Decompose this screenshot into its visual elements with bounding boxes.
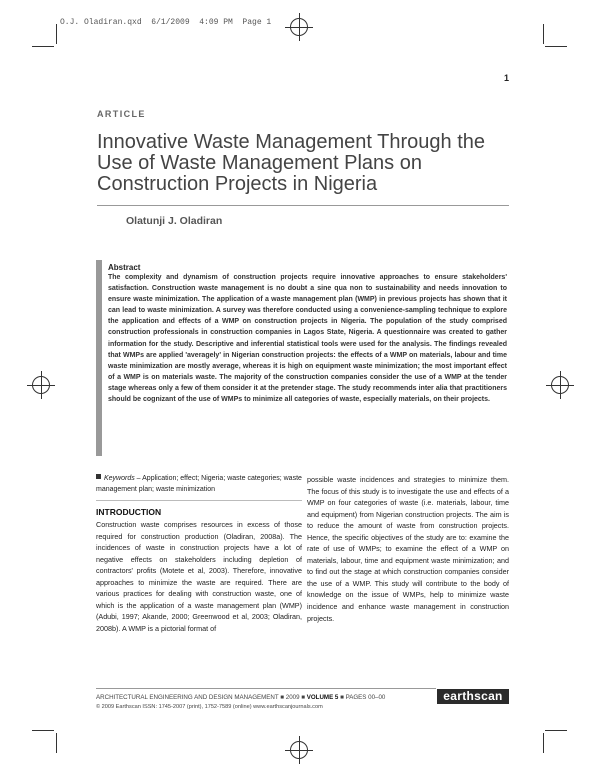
journal-footer: ARCHITECTURAL ENGINEERING AND DESIGN MANAGEMENT ■ 2009 ■ VOLUME 5 ■ PAGES 00–00 xyxy=(96,694,386,701)
crop-mark xyxy=(545,730,567,731)
crop-mark xyxy=(545,46,567,47)
footer-rule xyxy=(96,688,436,689)
registration-mark-icon xyxy=(551,376,569,394)
body-text-left-column: Construction waste comprises resources in excess of those required for construction production (Oladiran, 2008a). The incidences of waste in construction projects have a lot of negative effects on stakeholders including depletion of contractors' profits (Motete et al, 2003). Therefore, innovative approaches to minimize the waste are required. There are various practices for dealing with construction waste, one of which is the application of a waste management plan (WMP) (Adubi, 1997; Akande, 2000; Greenwood et al, 2003; Oladiran, 2008b). A WMP is a pictorial format of xyxy=(96,520,302,633)
registration-mark-icon xyxy=(290,741,308,759)
body-text-right-column: possible waste incidences and strategies to minimize them. The focus of this study is to investigate the use and effects of a WMP on four categories of waste (i.e. materials, labour, time and equipment) from Nigerian construction projects. The aim is to reduce the amount of waste from construction projects. Hence, the specific objectives of the study are to: examine the rate of use of WMPs; to examine the effect of a WMP on materials, labour, time and equipment waste minimization; and to find out the stage at which construction companies consider the use of a WMP. This study will contribute to the body of knowledge on the issue of WMPs, help to minimize waste incidence and enhance waste management in construction projects. xyxy=(307,475,509,623)
registration-mark-icon xyxy=(290,18,308,36)
registration-mark-icon xyxy=(32,376,50,394)
section-label: ARTICLE xyxy=(97,109,146,119)
publisher-logo: earthscan xyxy=(437,689,509,704)
page-number: 1 xyxy=(503,73,509,83)
journal-volume: VOLUME 5 xyxy=(306,694,339,701)
journal-year: 2009 xyxy=(285,694,300,701)
section-heading-introduction: INTRODUCTION xyxy=(96,507,162,517)
author-name: Olatunji J. Oladiran xyxy=(126,215,223,227)
keywords-label: Keywords xyxy=(104,475,135,482)
abstract-text: The complexity and dynamism of construction projects require innovative approaches to ensure stakeholders' satisfaction. Construction waste management is no doubt a sine qua non to sustainability and needs innovation to ensure waste minimization. The application of a waste management plan (WMP) in previous projects has shown that it can lead to waste minimization. A survey was therefore conducted using a convenience-sampling technique to explore the application and effects of a WMP on construction projects in Nigeria. The population of the study comprised construction professionals in construction companies in Lagos State, Nigeria. A questionnaire was created to gather information for the study. Descriptive and inferential statistical tools were used for the analysis. The findings revealed that WMPs are applied 'averagely' in Nigerian construction projects: the effects of a WMP on materials, labour and time waste minimization are mostly average, whereas it is high on equipment waste minimization; the most important effect of a WMP is on materials waste. The majority of the construction companies consider the use of a WMP at the tender stage whereas only a few of them consider it at the pretender stage. The study recommends inter alia that practitioners should be cognizant of the use of WMPs to minimize all categories of waste, especially materials, on their projects. xyxy=(108,274,507,404)
crop-mark xyxy=(32,46,54,47)
article-title: Innovative Waste Management Through the Use of Waste Management Plans on Construction Projects in Nigeria xyxy=(97,131,486,195)
journal-pages: PAGES 00–00 xyxy=(345,694,386,701)
crop-mark xyxy=(56,733,57,753)
crop-mark xyxy=(56,24,57,44)
print-slug: O.J. Oladiran.qxd 6/1/2009 4:09 PM Page 1 xyxy=(60,18,272,27)
keywords xyxy=(96,473,302,496)
crop-mark xyxy=(543,24,544,44)
keywords-text: – Application; effect; Nigeria; waste categories; waste management plan; waste minimization xyxy=(96,475,302,494)
keywords-rule xyxy=(96,500,302,501)
abstract-heading: Abstract xyxy=(108,263,141,272)
bullet-square-icon xyxy=(96,474,101,479)
copyright-line: © 2009 Earthscan ISSN: 1745-2007 (print), 1752-7589 (online) www.earthscanjournals.com xyxy=(96,704,323,710)
crop-mark xyxy=(543,733,544,753)
journal-name: ARCHITECTURAL ENGINEERING AND DESIGN MANAGEMENT xyxy=(96,694,279,701)
title-rule xyxy=(97,205,509,206)
crop-mark xyxy=(32,730,54,731)
